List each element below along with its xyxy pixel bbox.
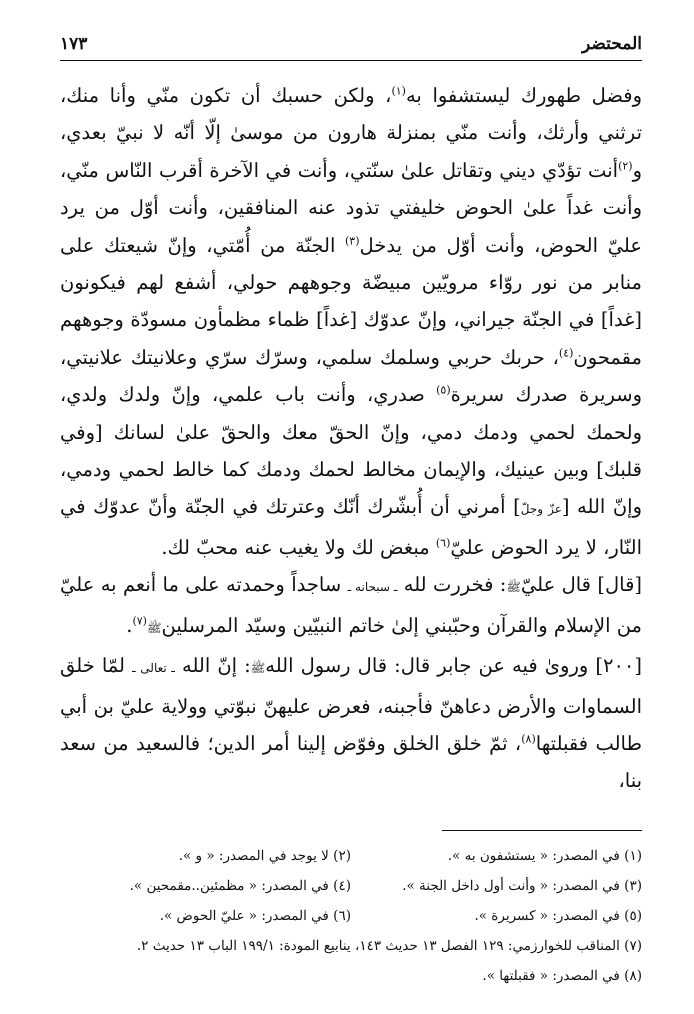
text-run: : فخررت لله	[397, 573, 507, 597]
footnote-marker: (١)	[391, 84, 406, 98]
footnote-divider	[442, 830, 642, 831]
footnote-marker: (٨)	[521, 732, 536, 746]
running-title: المحتضر	[582, 34, 642, 54]
footnote-marker: (٣)	[345, 234, 360, 248]
text-run: لمّا خلق السماوات والأرض دعاهنّ فأجبنه، فعرض عليهنّ نبوّتي وولاية عليّ بن أبي طالب فقبلتها	[60, 654, 642, 755]
footnote-marker: (٧)	[132, 614, 147, 628]
text-run: ، ثمّ خلق الخلق وفوّض إلينا أمر الدين؛ فالسعيد من سعد بنا،	[60, 731, 642, 793]
footnote-marker: (٦)	[435, 536, 451, 550]
paragraph	[60, 77, 642, 566]
text-run: : إنّ الله	[174, 654, 251, 678]
text-run: ساجداً وحمدته على ما أنعم به عليّ من الإسلام والقرآن وحبّبني إلىٰ خاتم النبيّين وسيّد المرسلين	[60, 573, 642, 637]
text-run: ، حربك حربي وسلمك سلمي، وسرّك سرّي وعلانيتك علانيتي، وسريرة صدرك سريرة	[60, 345, 642, 407]
paragraph	[60, 566, 642, 647]
footnote-marker: (٢)	[618, 159, 633, 173]
text-run: وفضل طهورك ليستشفوا به	[405, 84, 642, 107]
text-run: [قال] قال عليّ	[520, 573, 642, 597]
honorific: ـ تعالى ـ	[132, 661, 175, 676]
text-run: .	[126, 613, 133, 637]
page-number: ١٧٣	[60, 34, 88, 54]
footnote-5: (٥) في المصدر: « كسريرة ».	[474, 907, 642, 924]
honorific: ﷺ	[506, 580, 521, 595]
text-run: ، ولكن حسبك أن تكون منّي وأنا منك، ترثني وأرثك، وأنت منّي بمنزلة هارون من موسىٰ إلّا أنّه لا نبيّ بعدي، و	[60, 84, 642, 182]
text-run: ] أمرني أن أُبشّرك أنّك وعترتك في الجنّة وأنّ عدوّك في النّار، لا يرد الحوض عليّ	[60, 495, 642, 559]
paragraph	[60, 647, 642, 800]
footnote-4: (٤) في المصدر: « مظمئين..مقمحين ».	[129, 877, 351, 894]
main-text	[60, 77, 642, 800]
footnote-marker: (٤)	[558, 346, 574, 360]
text-run: أنت تؤدّي ديني وتقاتل علىٰ سنّتي، وأنت في الآخرة أقرب النّاس منّي، وأنت غداً علىٰ الحوض خليفتي تذود عنه المنافقين، وأنت أوّل من يرد عليّ الحوض، وأنت أوّل من يدخل	[60, 158, 642, 257]
text-run: مبغض لك ولا يغيب عنه محبّ لك.	[161, 535, 436, 559]
footnote-row	[60, 901, 642, 931]
footnote-3: (٣) في المصدر: « وأنت أول داخل الجنة ».	[402, 877, 642, 894]
honorific: ﷺ	[250, 661, 266, 676]
footnote-7: (٧) المناقب للخوارزمي: ١٢٩ الفصل ١٣ حديث ١٤٣، ينابيع المودة: ١٩٩/١ الباب ١٣ حديث ٢.	[136, 937, 642, 954]
footnote-2: (٢) لا يوجد في المصدر: « و ».	[178, 847, 351, 864]
footnote-marker: (٥)	[436, 383, 451, 397]
honorific: ﷺ	[146, 620, 162, 635]
footnote-row	[60, 841, 642, 871]
text-run: صدري، وأنت باب علمي، وإنّ ولدك ولدي، ولحمك لحمي ودمك دمي، وإنّ الحقّ معك والحقّ علىٰ لسانك [وفي قلبك] وبين عينيك، والإيمان مخالط لحمك ودمك كما خالط لحمي ودمي، وإنّ الله [	[60, 383, 642, 519]
footnote-1: (١) في المصدر: « يستشفون به ».	[447, 847, 642, 864]
honorific: عزّ وجلّ	[520, 502, 562, 517]
text-run: [٢٠٠] وروىٰ فيه عن جابر قال: قال رسول الله	[265, 654, 642, 678]
footnote-8: (٨) في المصدر: « فقبلتها ».	[482, 967, 642, 984]
page-header	[60, 34, 642, 61]
text-run: الجنّة من أُمّتي، وإنّ شيعتك على منابر من نور روّاء مرويّين مبيضّة وجوههم حولي، أشفع لهم فيكونون [غداً] في الجنّة جيراني، وإنّ عدوّك [غداً] ظماء مظمأون مسودّة وجوههم مقمحون	[60, 233, 642, 369]
honorific: ـ سبحانه ـ	[347, 580, 398, 595]
footnotes	[60, 841, 642, 991]
footnote-6: (٦) في المصدر: « عليّ الحوض ».	[159, 907, 351, 924]
footnote-row	[60, 871, 642, 901]
